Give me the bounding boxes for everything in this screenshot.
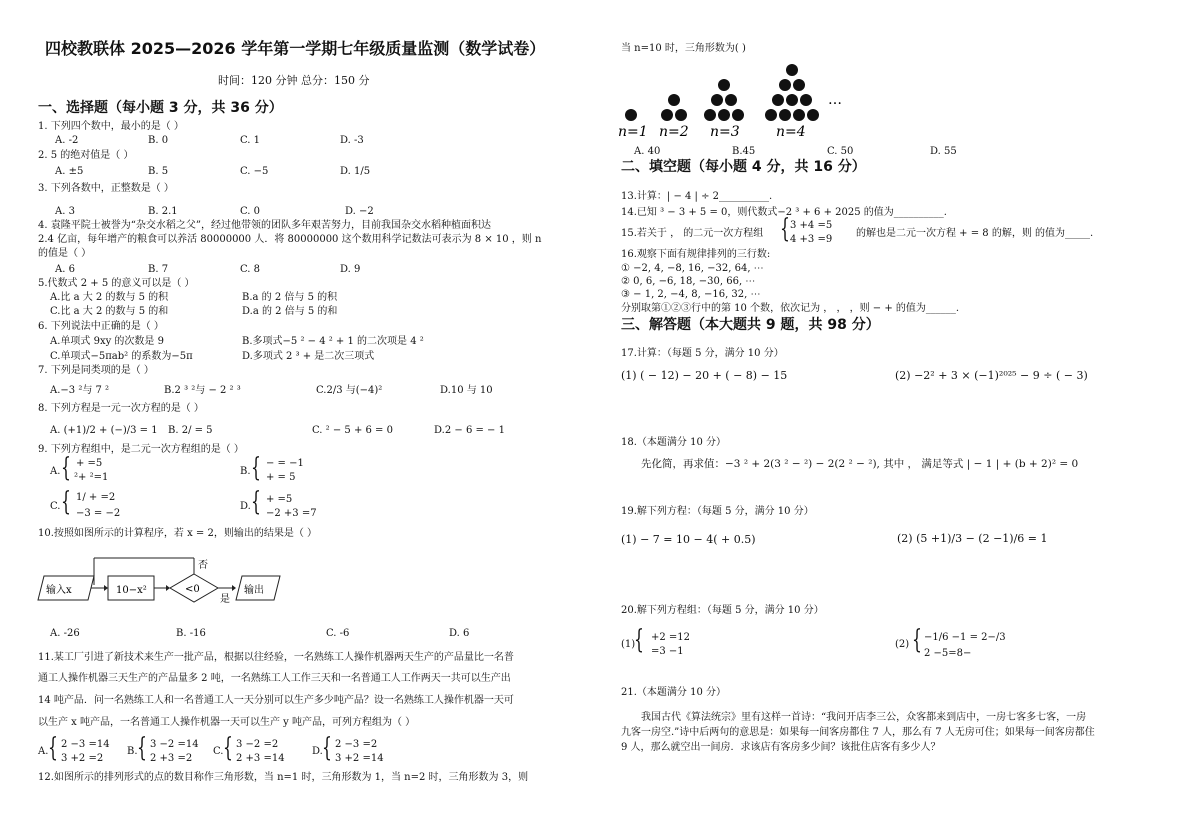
q11-a-eq2: 3 +2 =2 [61,753,104,764]
q11-line-3: 14 吨产品．问一名熟练工人和一名普通工人一天分别可以生产多少吨产品？设一名熟练工人操作机器一天可 [38,695,514,706]
q17-head: 17.计算：（每题 5 分，满分 10 分） [621,348,784,359]
q3-option-a: A. 3 [55,206,75,217]
dot [779,109,791,121]
dot [779,79,791,91]
q20-brace-1: { [634,625,644,655]
dot [765,109,777,121]
q15-pre: 15.若关于 ， 的二元一次方程组 [621,228,764,239]
q6-stem: 6. 下列说法中正确的是（ ） [38,321,164,332]
q11-brace-c: { [223,733,233,763]
q11-c-eq1: 3 −2 =2 [236,739,279,750]
q9-brace-a: { [61,453,71,483]
dot [661,109,673,121]
q1-option-c: C. 1 [240,135,261,146]
q11-a-eq1: 2 −3 =14 [61,739,110,750]
q9-b-eq2: + = 5 [266,472,296,483]
q11-label-c: C. [213,746,224,757]
q11-line-1: 11.某工厂引进了新技术来生产一批产品，根据以往经验，一名熟练工人操作机器两天生产的产品量比一名普 [38,652,514,663]
q12-ellipsis: … [828,92,842,108]
q16-stem: 16.观察下面有规律排列的三行数: [621,249,771,260]
q5-option-c: C.比 a 大 2 的数与 5 的和 [50,306,169,317]
q20-1-eq2: =3 −1 [651,646,684,657]
q10-option-a: A. -26 [50,628,80,639]
q19-part-2: (2) (5 +1)/3 − (2 −1)/6 = 1 [897,532,1048,545]
q5-option-d: D.a 的 2 倍与 5 的和 [242,306,338,317]
q12-option-d: D. 55 [930,146,957,157]
q9-label-d: D. [240,501,251,512]
q9-c-eq2: −3 = −2 [76,508,121,519]
q12-option-a: A. 40 [634,146,661,157]
q9-a-eq1: + =5 [76,458,103,469]
q11-label-b: B. [127,746,138,757]
dot [668,94,680,106]
q19-head: 19.解下列方程：（每题 5 分，满分 10 分） [621,506,814,517]
q21-head: 21.（本题满分 10 分） [621,687,726,698]
q19-part-1: (1) − 7 = 10 − 4( + 0.5) [621,533,756,546]
q4-line-1: 4. 袁隆平院士被誉为“杂交水稻之父”，经过他带领的团队多年艰苦努力，目前我国杂交水稻种植面积达 [38,220,491,231]
q9-b-eq1: − = −1 [266,458,304,469]
dot [786,94,798,106]
q6-option-c: C.单项式−5πab² 的系数为−5π [50,351,193,362]
q9-d-eq1: + =5 [266,494,293,505]
dot [800,94,812,106]
q6-option-d: D.多项式 2 ³ + 是二次三项式 [242,351,375,362]
section-2-title: 二、填空题（每小题 4 分，共 16 分） [621,159,866,175]
q15-post: 的解也是二元一次方程 + = 8 的解，则 的值为_____. [856,228,1094,239]
q9-label-b: B. [240,466,251,477]
q15-eq2: 4 +3 =9 [790,234,833,245]
q3-stem: 3. 下列各数中，正整数是（ ） [38,183,174,194]
q16-row-1: ① −2, 4, −8, 16, −32, 64, ⋯ [621,263,764,274]
q12-triangle-dots-figure [614,60,854,142]
q11-label-d: D. [312,746,323,757]
q1-option-d: D. -3 [340,135,364,146]
dot [704,109,716,121]
q16-tail: 分别取第①②③行中的第 10 个数，依次记为 ， ， ，则 − + 的值为______. [621,303,960,314]
q11-line-2: 通工人操作机器三天生产的产品量多 2 吨，一名熟练工人工作三天和一名普通工人工作两天一共可以生产出 [38,673,511,684]
q17-part-2: (2) −2² + 3 × (−1)²⁰²⁵ − 9 ÷ ( − 3) [895,369,1088,382]
q10-flowchart [36,552,286,608]
q21-line-3: 9 人，那么就空出一间房．求该店有客房多少间？该批住店客有多少人？ [621,742,941,753]
q7-option-b: B.2 ³ ²与 − 2 ² ³ [164,385,241,396]
q8-option-b: B. 2/ = 5 [168,425,213,436]
q9-a-eq2: ²+ ²=1 [74,472,109,483]
section-3-title: 三、解答题（本大题共 9 题，共 98 分） [621,317,880,333]
q15-brace: { [780,214,790,244]
flow-arrowhead-3 [232,585,236,591]
q9-label-c: C. [50,501,61,512]
q20-label-1: (1) [621,639,636,650]
flow-no-label: 否 [198,560,208,571]
q1-stem: 1. 下列四个数中，最小的是（ ） [38,121,184,132]
flow-arrowhead-1 [104,585,108,591]
q11-b-eq2: 2 +3 =2 [150,753,193,764]
dot [772,94,784,106]
flow-decision-text: <0 [185,584,200,595]
q7-option-a: A.−3 ²与 7 ² [50,385,110,396]
dot [732,109,744,121]
q11-line-4: 以生产 x 吨产品，一名普通工人操作机器一天可以生产 y 吨产品，可列方程组为（ ） [38,717,416,728]
q3-option-b: B. 2.1 [148,206,178,217]
q2-stem: 2. 5 的绝对值是（ ） [38,150,134,161]
q3-option-c: C. 0 [240,206,261,217]
q4-option-b: B. 7 [148,264,169,275]
q11-label-a: A. [38,746,49,757]
q11-d-eq1: 2 −3 =2 [335,739,378,750]
q9-brace-c: { [61,487,71,517]
q9-brace-d: { [251,487,261,517]
q12-line-2: 当 n=10 时，三角形数为( ) [621,43,746,54]
q20-1-eq1: +2 =12 [651,632,691,643]
q4-option-d: D. 9 [340,264,361,275]
q5-stem: 5.代数式 2 + 5 的意义可以是（ ） [38,278,195,289]
q18-body: 先化简，再求值：−3 ² + 2(3 ² − ²) − 2(2 ² − ²), 其中 ， 满足等式 | − 1 | + (b + 2)² = 0 [641,458,1079,470]
q11-b-eq1: 3 −2 =14 [150,739,199,750]
dot [718,79,730,91]
q8-option-c: C. ² − 5 + 6 = 0 [312,425,393,436]
q6-option-b: B.多项式−5 ² − 4 ² + 1 的二次项是 4 ² [242,336,424,347]
exam-meta: 时间：120 分钟 总分：150 分 [218,74,370,87]
q16-row-2: ② 0, 6, −6, 18, −30, 66, ⋯ [621,276,756,287]
q4-option-c: C. 8 [240,264,261,275]
q16-row-3: ③ − 1, 2, −4, 8, −16, 32, ⋯ [621,289,761,300]
q4-option-a: A. 6 [55,264,75,275]
q11-d-eq2: 3 +2 =14 [335,753,384,764]
q9-brace-b: { [251,453,261,483]
q11-c-eq2: 2 +3 =14 [236,753,285,764]
q8-option-a: A. (+1)/2 + (−)/3 = 1 [50,425,158,436]
q5-option-b: B.a 的 2 倍与 5 的积 [242,292,338,303]
q5-option-a: A.比 a 大 2 的数与 5 的积 [50,292,169,303]
q17-part-1: (1) ( − 12) − 20 + ( − 8) − 15 [621,369,788,382]
q12-line-1: 12.如图所示的排列形式的点的数目称作三角形数，当 n=1 时，三角形数为 1，当 n=2 时，三角形数为 3，则 [38,772,529,783]
q12-label-n3: n=3 [710,124,740,140]
q12-label-n1: n=1 [618,124,648,140]
q10-option-c: C. -6 [326,628,350,639]
q9-d-eq2: −2 +3 =7 [266,508,317,519]
q20-2-eq1: −1/6 −1 = 2−/3 [924,632,1006,643]
q6-option-a: A.单项式 9xy 的次数是 9 [50,336,164,347]
q21-line-1: 我国古代《算法统宗》里有这样一首诗：“我问开店李三公，众客都来到店中，一房七客多七客，一房 [641,712,1087,723]
flow-yes-label: 是 [220,594,230,605]
flow-input-text: 输入x [46,585,72,596]
q12-option-c: C. 50 [827,146,854,157]
q8-stem: 8. 下列方程是一元一次方程的是（ ） [38,403,204,414]
dot [725,94,737,106]
q2-option-a: A. ±5 [55,166,84,177]
q12-label-n2: n=2 [659,124,689,140]
q1-option-a: A. -2 [55,135,79,146]
q18-head: 18.（本题满分 10 分） [621,437,726,448]
q12-label-n4: n=4 [776,124,806,140]
dot [718,109,730,121]
dot [711,94,723,106]
dot [675,109,687,121]
dot [793,109,805,121]
q8-option-d: D.2 − 6 = − 1 [434,425,505,436]
flow-calc-text: 10−x² [116,585,147,596]
q10-option-d: D. 6 [449,628,470,639]
q7-option-d: D.10 与 10 [440,385,493,396]
q9-label-a: A. [50,466,61,477]
q3-option-d: D. −2 [345,206,374,217]
q7-stem: 7. 下列是同类项的是（ ） [38,365,154,376]
q10-option-b: B. -16 [176,628,206,639]
dot [625,109,637,121]
q4-line-3: 的值是（ ） [38,248,92,259]
q20-head: 20.解下列方程组：（每题 5 分，满分 10 分） [621,605,824,616]
q7-option-c: C.2/3 与(−4)² [316,385,383,396]
dot [807,109,819,121]
q13-text: 13.计算：| − 4 | ÷ 2__________. [621,191,773,202]
q4-line-2: 2.4 亿亩，每年增产的粮食可以养活 80000000 人．将 80000000 这个数用科学记数法可表示为 8 × 10 ，则 n [38,234,542,245]
q10-stem: 10.按照如图所示的计算程序，若 x = 2，则输出的结果是（ ） [38,528,317,539]
section-1-title: 一、选择题（每小题 3 分，共 36 分） [38,100,283,116]
q14-text: 14.已知 ³ − 3 + 5 = 0，则代数式−2 ³ + 6 + 2025 的值为__________. [621,207,947,218]
q15-eq1: 3 +4 =5 [790,220,833,231]
q20-brace-2: { [912,625,922,655]
q1-option-b: B. 0 [148,135,169,146]
page-title: 四校教联体 2025—2026 学年第一学期七年级质量监测（数学试卷） [45,39,546,58]
q11-brace-d: { [322,733,332,763]
q20-2-eq2: 2 −5=8− [924,648,972,659]
q12-option-b: B.45 [732,146,756,157]
q11-brace-a: { [48,733,58,763]
q9-stem: 9. 下列方程组中，是二元一次方程组的是（ ） [38,444,244,455]
q2-option-c: C. −5 [240,166,269,177]
dot [793,79,805,91]
q11-brace-b: { [137,733,147,763]
q20-label-2: (2) [895,639,910,650]
q2-option-d: D. 1/5 [340,166,371,177]
q21-line-2: 九客一房空.”诗中后两句的意思是：如果每一间客房都住 7 人，那么有 7 人无房可住；如果每一间客房都住 [621,727,1095,738]
dot [786,64,798,76]
q2-option-b: B. 5 [148,166,169,177]
q9-c-eq1: 1/ + =2 [76,492,116,503]
flow-output-text: 输出 [244,585,264,596]
